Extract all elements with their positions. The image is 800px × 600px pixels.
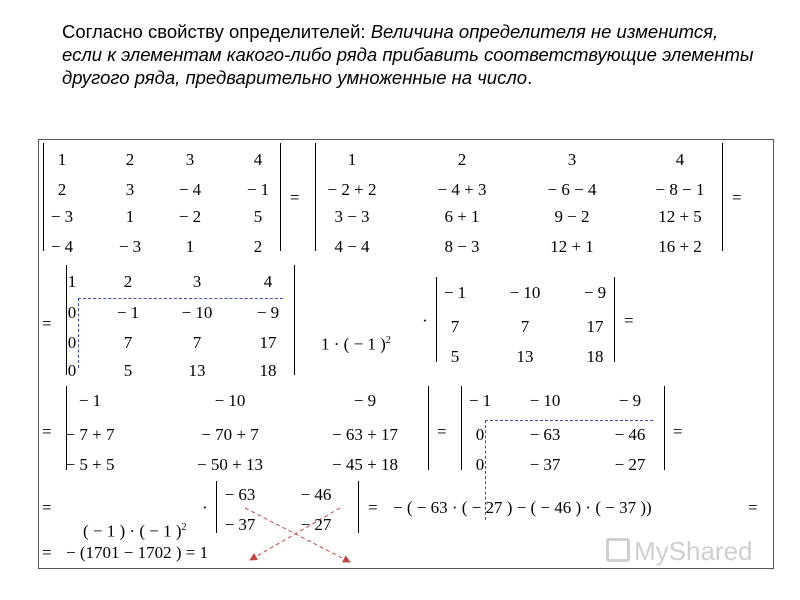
m1-cell-r1c4: 4 bbox=[253, 150, 263, 169]
m2-cell-r4c4: 16 + 2 bbox=[658, 237, 702, 256]
m5-cell-r1c3: − 9 bbox=[353, 391, 377, 410]
m1-cell-r4c3: 1 bbox=[185, 237, 195, 256]
equals-sign: = bbox=[748, 498, 758, 517]
equals-sign: = bbox=[732, 188, 742, 207]
m6-cell-r3c3: − 27 bbox=[614, 455, 646, 474]
coefficient-a-text: 1 · ( − 1 ) bbox=[321, 334, 386, 354]
m3-cell-r2c1: 0 bbox=[67, 303, 77, 322]
m3-cell-r2c4: − 9 bbox=[256, 303, 280, 322]
final-result: − (1701 − 1702 ) = 1 bbox=[66, 543, 209, 562]
equals-sign: = bbox=[368, 498, 378, 517]
equals-sign: = bbox=[42, 498, 52, 517]
m3-cell-r1c2: 2 bbox=[123, 272, 133, 291]
m3-cell-r4c3: 13 bbox=[188, 361, 206, 380]
m2-cell-r4c2: 8 − 3 bbox=[444, 237, 480, 256]
dot-operator: · bbox=[422, 311, 428, 330]
m3-cell-r1c3: 3 bbox=[192, 272, 202, 291]
m1-cell-r2c4: − 1 bbox=[246, 180, 270, 199]
m1-cell-r3c4: 5 bbox=[253, 207, 263, 226]
m1-cell-r2c3: − 4 bbox=[178, 180, 202, 199]
m2-cell-r4c3: 12 + 1 bbox=[550, 237, 594, 256]
m2-cell-r1c3: 3 bbox=[567, 150, 577, 169]
coefficient-a-exponent: 2 bbox=[385, 335, 391, 346]
m6-cell-r1c2: − 10 bbox=[529, 391, 561, 410]
m6-cell-r2c2: − 63 bbox=[529, 425, 561, 444]
equals-sign: = bbox=[673, 422, 683, 441]
coefficient-b-text: ( − 1 ) · ( − 1 ) bbox=[83, 521, 182, 541]
expansion-expression: − ( − 63 · ( − 27 ) − ( − 46 ) · ( − 37 )) bbox=[393, 498, 652, 517]
m1-cell-r4c1: − 4 bbox=[50, 237, 74, 256]
m3-cell-r3c4: 17 bbox=[259, 333, 277, 352]
m2-cell-r2c3: − 6 − 4 bbox=[547, 180, 597, 199]
m2-cell-r3c3: 9 − 2 bbox=[554, 207, 590, 226]
m7-cell-r2c1: − 37 bbox=[224, 515, 256, 534]
m5-cell-r2c1: − 7 + 7 bbox=[65, 425, 115, 444]
m2-cell-r3c2: 6 + 1 bbox=[444, 207, 480, 226]
m4-cell-r2c3: 17 bbox=[586, 317, 604, 336]
m5-cell-r3c3: − 45 + 18 bbox=[332, 455, 398, 474]
watermark-logo bbox=[606, 536, 753, 567]
m6-cell-r2c1: 0 bbox=[475, 425, 485, 444]
equals-sign: = bbox=[437, 422, 447, 441]
m1-cell-r1c1: 1 bbox=[57, 150, 67, 169]
m4-cell-r3c1: 5 bbox=[450, 347, 460, 366]
m3-cell-r3c2: 7 bbox=[123, 333, 133, 352]
m5-cell-r3c1: − 5 + 5 bbox=[65, 455, 115, 474]
m3-cell-r2c2: − 1 bbox=[116, 303, 140, 322]
m2-cell-r2c4: − 8 − 1 bbox=[655, 180, 705, 199]
m1-cell-r2c1: 2 bbox=[57, 180, 67, 199]
m3-cell-r3c1: 0 bbox=[67, 333, 77, 352]
m3-cell-r1c4: 4 bbox=[263, 272, 273, 291]
m5-cell-r2c3: − 63 + 17 bbox=[332, 425, 398, 444]
heading-lead: Согласно свойству определителей: bbox=[62, 21, 371, 42]
m1-cell-r4c4: 2 bbox=[253, 237, 263, 256]
m1-cell-r3c1: − 3 bbox=[50, 207, 74, 226]
m6-cell-r1c1: − 1 bbox=[468, 391, 492, 410]
m1-cell-r3c2: 1 bbox=[125, 207, 135, 226]
heading-end: . bbox=[527, 67, 533, 88]
m1-cell-r1c3: 3 bbox=[185, 150, 195, 169]
m2-cell-r2c1: − 2 + 2 bbox=[327, 180, 377, 199]
m1-cell-r1c2: 2 bbox=[125, 150, 135, 169]
equals-sign: = bbox=[42, 543, 52, 562]
m4-cell-r2c2: 7 bbox=[520, 317, 530, 336]
presentation-icon bbox=[606, 538, 630, 562]
m2-cell-r3c1: 3 − 3 bbox=[334, 207, 370, 226]
m1-cell-r4c2: − 3 bbox=[118, 237, 142, 256]
m4-cell-r1c3: − 9 bbox=[583, 283, 607, 302]
heading-rule: Величина определителя не изменится, если к элементам какого-либо ряда прибавить соответствующие элементы другого ряда, предварительно умноженные на число bbox=[62, 21, 754, 88]
m6-cell-r1c3: − 9 bbox=[618, 391, 642, 410]
equals-sign: = bbox=[42, 314, 52, 333]
equals-sign: = bbox=[624, 311, 634, 330]
dot-operator: · bbox=[202, 498, 208, 517]
m3-cell-r4c1: 0 bbox=[67, 361, 77, 380]
m3-cell-r1c1: 1 bbox=[67, 272, 77, 291]
m4-cell-r1c2: − 10 bbox=[509, 283, 541, 302]
m5-cell-r1c2: − 10 bbox=[214, 391, 246, 410]
m7-cell-r2c2: − 27 bbox=[300, 515, 332, 534]
m3-cell-r3c3: 7 bbox=[192, 333, 202, 352]
watermark-text: MyShared bbox=[634, 536, 753, 566]
m4-cell-r3c2: 13 bbox=[516, 347, 534, 366]
m1-cell-r2c2: 3 bbox=[125, 180, 135, 199]
m3-cell-r4c4: 18 bbox=[259, 361, 277, 380]
m2-cell-r1c1: 1 bbox=[347, 150, 357, 169]
m3-cell-r4c2: 5 bbox=[123, 361, 133, 380]
m2-cell-r3c4: 12 + 5 bbox=[658, 207, 702, 226]
m2-cell-r1c2: 2 bbox=[457, 150, 467, 169]
m6-cell-r3c2: − 37 bbox=[529, 455, 561, 474]
m3-cell-r2c3: − 10 bbox=[181, 303, 213, 322]
m4-cell-r3c3: 18 bbox=[586, 347, 604, 366]
m4-cell-r1c1: − 1 bbox=[443, 283, 467, 302]
m2-cell-r2c2: − 4 + 3 bbox=[437, 180, 487, 199]
equals-sign: = bbox=[42, 422, 52, 441]
m5-cell-r1c1: − 1 bbox=[78, 391, 102, 410]
m5-cell-r3c2: − 50 + 13 bbox=[197, 455, 263, 474]
m2-cell-r1c4: 4 bbox=[675, 150, 685, 169]
m5-cell-r2c2: − 70 + 7 bbox=[201, 425, 259, 444]
m1-cell-r3c3: − 2 bbox=[178, 207, 202, 226]
m6-cell-r2c3: − 46 bbox=[614, 425, 646, 444]
m4-cell-r2c1: 7 bbox=[450, 317, 460, 336]
m2-cell-r4c1: 4 − 4 bbox=[334, 237, 370, 256]
m7-cell-r1c2: − 46 bbox=[300, 485, 332, 504]
m6-cell-r3c1: 0 bbox=[475, 455, 485, 474]
equals-sign: = bbox=[290, 188, 300, 207]
m7-cell-r1c1: − 63 bbox=[224, 485, 256, 504]
coefficient-b-exponent: 2 bbox=[181, 522, 187, 533]
